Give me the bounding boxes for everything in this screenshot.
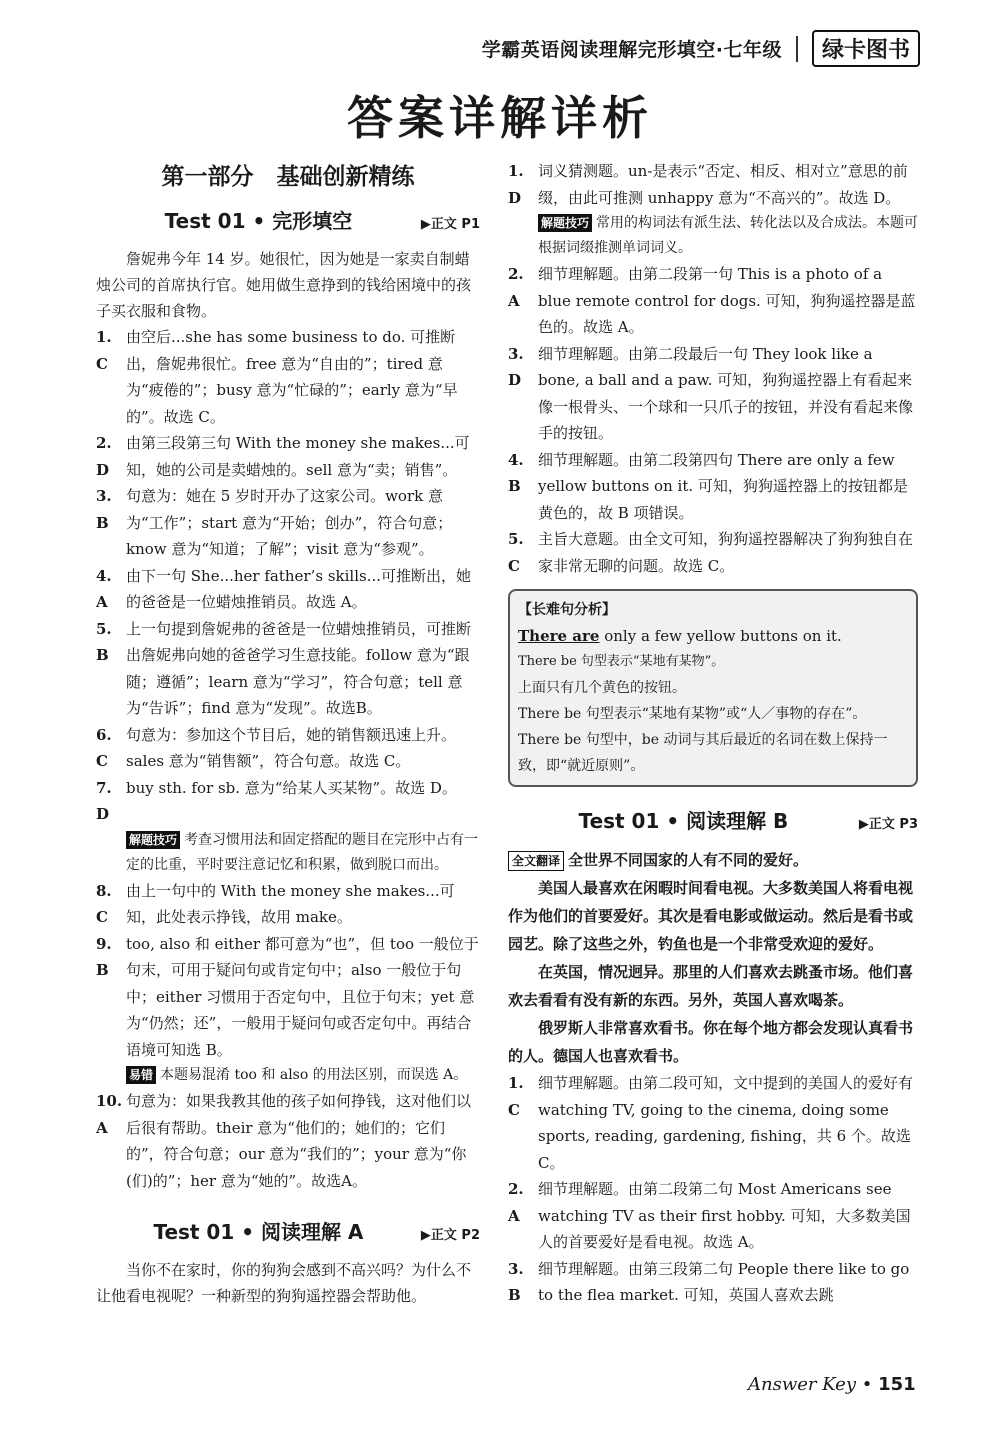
answer-number: 5. C [508,530,524,575]
left-column [96,158,480,1309]
answer-text: 由空后...she has some business to do. 可推断出，詹妮弗很忙。free 意为“自由的”；tired 意为“疲倦的”；busy 意为“忙碌的”；early 意为“早的”。故选 C。 [126,328,458,426]
answer-text: 由第三段第三句 With the money she makes...可知，她的公司是卖蜡烛的。sell 意为“卖；销售”。 [126,434,470,479]
answer-number: 7. D [96,778,112,823]
translation-paragraph: 在英国，情况迥异。那里的人们喜欢去跳蚤市场。他们喜欢去看看有没有新的东西。另外，英国人喜欢喝茶。 [508,963,914,1009]
answer-item [508,261,918,341]
error-text: 本题易混淆 too 和 also 的用法区别，而误选 A。 [160,1067,468,1083]
answer-text: 细节理解题。由第二段可知，文中提到的美国人的爱好有 watching TV, going to the cinema, doing some sports, reading, gardening, fishing，共 6 个。故选C。 [538,1074,914,1172]
answer-item [508,1176,918,1256]
answer-item [96,775,480,828]
box-line: There be 句型中，be 动词与其后最近的名词在数上保持一致，即“就近原则”。 [518,732,888,774]
answer-item [508,526,918,579]
test-name: Test 01 • 阅读理解 B [578,809,789,833]
answer-text: 细节理解题。由第二段第二句 Most Americans see watching TV as their first hobby. 可知，大多数美国人的首要爱好是看电视。故选 A。 [538,1180,911,1251]
answer-number: 4. B [508,450,524,495]
tip-note [538,211,918,261]
tip-tag: 解题技巧 [126,831,180,849]
translation-paragraph: 美国人最喜欢在闲暇时间看电视。大多数美国人将看电视作为他们的首要爱好。其次是看电影或做运动。然后是看书或园艺。除了这些之外，钓鱼也是一个非常受欢迎的爱好。 [508,879,914,953]
header-divider [796,36,798,62]
translation-text: 全世界不同国家的人有不同的爱好。 [568,851,809,869]
sentence-analysis-box [508,589,918,787]
answer-item [508,1070,918,1176]
answer-item [96,430,480,483]
box-line: There be 句型表示“某地有某物”或“人／事物的存在”。 [518,706,867,722]
answer-text: 词义猜测题。un-是表示“否定、相反、相对立”意思的前缀，由此可推测 unhappy 意为“不高兴的”。故选 D。 [538,162,908,207]
answer-number: 2. A [508,1180,524,1225]
underlined-phrase: There are [518,627,600,645]
answer-item [96,616,480,722]
answer-number: 1. D [508,162,524,207]
answer-item [508,447,918,527]
test-name: Test 01 • 完形填空 [164,209,353,233]
answer-item [96,722,480,775]
answer-text: too, also 和 either 都可意为“也”，但 too 一般位于句末，可用于疑问句或肯定句中；also 一般位于句中；either 习惯用于否定句中，且位于句末；yet 意为“仍然；还”，一般用于疑问句或否定句中。再结合语境可知选 B。 [126,934,479,1059]
answer-item [96,1088,480,1194]
tip-tag: 解题技巧 [538,214,592,232]
answer-item [96,878,480,931]
answer-number: 3. D [508,344,524,389]
test-heading-cloze [96,205,480,234]
answer-text: 主旨大意题。由全文可知，狗狗遥控器解决了狗狗独自在家非常无聊的问题。故选 C。 [538,530,914,575]
series-title: 学霸英语阅读理解完形填空·七年级 [481,39,782,61]
answer-text: 细节理解题。由第二段最后一句 They look like a bone, a ball and a paw. 可知，狗狗遥控器上有看起来像一根骨头、一个球和一只爪子的按钮，并没有看起来像手的按钮。 [538,344,914,442]
answer-text: 由下一句 She...her father’s skills...可推断出，她的爸爸是一位蜡烛推销员。故选 A。 [126,566,472,611]
answer-number: 2. A [508,265,524,310]
answer-number: 3. B [508,1259,524,1304]
box-english [518,623,908,649]
answer-text: 细节理解题。由第二段第四句 There are only a few yellow buttons on it. 可知，狗狗遥控器上的按钮都是黄色的，故 B 项错误。 [538,450,908,522]
page-header [482,30,920,67]
box-line: 上面只有几个黄色的按钮。 [518,680,686,696]
full-translation [508,846,918,1070]
box-heading: 【长难句分析】 [518,602,616,618]
translation-paragraph [508,846,918,874]
page-reference: ▶正文 P1 [420,217,480,232]
answer-number: 1. C [508,1074,524,1119]
intro-paragraph: 詹妮弗今年 14 岁。她很忙，因为她是一家卖自制蜡烛公司的首席执行官。她用做生意挣到的钱给困境中的孩子买衣服和食物。 [96,250,472,320]
answer-text: 句意为：如果我教其他的孩子如何挣钱，这对他们以后很有帮助。their 意为“他们的；她们的；它们的”，符合句意；our 意为“我们的”；your 意为“你(们)的”；her 意为“她的”。故选A。 [126,1092,472,1190]
test-heading-reading-a [96,1216,480,1245]
box-line: There be 句型表示“某地有某物”。 [518,654,725,669]
answer-item [96,931,480,1064]
translation-tag: 全文翻译 [508,851,564,871]
tip-text: 考查习惯用法和固定搭配的题目在完形中占有一定的比重，平时要注意记忆和积累，做到脱口而出。 [126,831,479,873]
intro-paragraph: 当你不在家时，你的狗狗会感到不高兴吗？为什么不让他看电视呢？一种新型的狗狗遥控器会帮助他。 [96,1261,472,1305]
answer-text: 句意为：她在 5 岁时开办了这家公司。work 意为“工作”；start 意为“开始；创办”，符合句意；know 意为“知道；了解”；visit 意为“参观”。 [126,487,453,558]
test-name: Test 01 • 阅读理解 A [153,1220,364,1244]
answer-number: 1. C [96,328,112,373]
answer-number: 6. C [96,725,112,770]
answer-text: 细节理解题。由第二段第一句 This is a photo of a blue remote control for dogs. 可知，狗狗遥控器是蓝色的。故选 A。 [538,265,916,336]
answer-item [508,341,918,447]
answer-text: buy sth. for sb. 意为“给某人买某物”。故选 D。 [126,778,457,797]
box-english-rest: only a few yellow buttons on it. [599,627,842,645]
answer-number: 9. B [96,934,112,979]
page-reference: ▶正文 P3 [858,817,918,832]
page-footer [748,1374,916,1395]
answer-item [508,158,918,211]
brand-logo: 绿卡图书 [812,30,920,67]
footer-bullet: • [861,1374,879,1395]
page-number: 151 [878,1374,916,1395]
answer-number: 5. B [96,619,112,664]
test-heading-reading-b [508,805,918,834]
part-title: 第一部分 基础创新精练 [161,164,415,190]
answer-number: 8. C [96,881,112,926]
tip-text: 常用的构词法有派生法、转化法以及合成法。本题可根据词缀推测单词词义。 [538,215,919,256]
answer-text: 由上一句中的 With the money she makes...可知，此处表示挣钱，故用 make。 [126,881,455,926]
answer-number: 3. B [96,487,112,532]
right-column [508,158,918,1309]
answer-item [96,483,480,563]
footer-label: Answer Key [748,1374,856,1395]
answer-text: 细节理解题。由第三段第二句 People there like to go to the flea market. 可知，英国人喜欢去跳 [538,1259,910,1304]
answer-number: 4. A [96,566,112,611]
answer-item [96,324,480,430]
answer-number: 2. D [96,434,112,479]
error-tag: 易错 [126,1066,156,1084]
answer-item [508,1256,918,1309]
translation-paragraph: 俄罗斯人非常喜欢看书。你在每个地方都会发现认真看书的人。德国人也喜欢看书。 [508,1019,914,1065]
answer-number: 10. A [96,1092,123,1137]
answer-item [96,563,480,616]
answer-text: 上一句提到詹妮弗的爸爸是一位蜡烛推销员，可推断出詹妮弗向她的爸爸学习生意技能。follow 意为“跟随；遵循”；learn 意为“学习”，符合句意；tell 意为“告诉”；find 意为“发现”。故选B。 [126,619,472,717]
answer-text: 句意为：参加这个节目后，她的销售额迅速上升。sales 意为“销售额”，符合句意。故选 C。 [126,725,457,770]
main-title: 答案详解详析 [347,91,653,145]
error-note [126,1063,480,1088]
page-reference: ▶正文 P2 [420,1228,480,1243]
tip-note [126,828,480,878]
